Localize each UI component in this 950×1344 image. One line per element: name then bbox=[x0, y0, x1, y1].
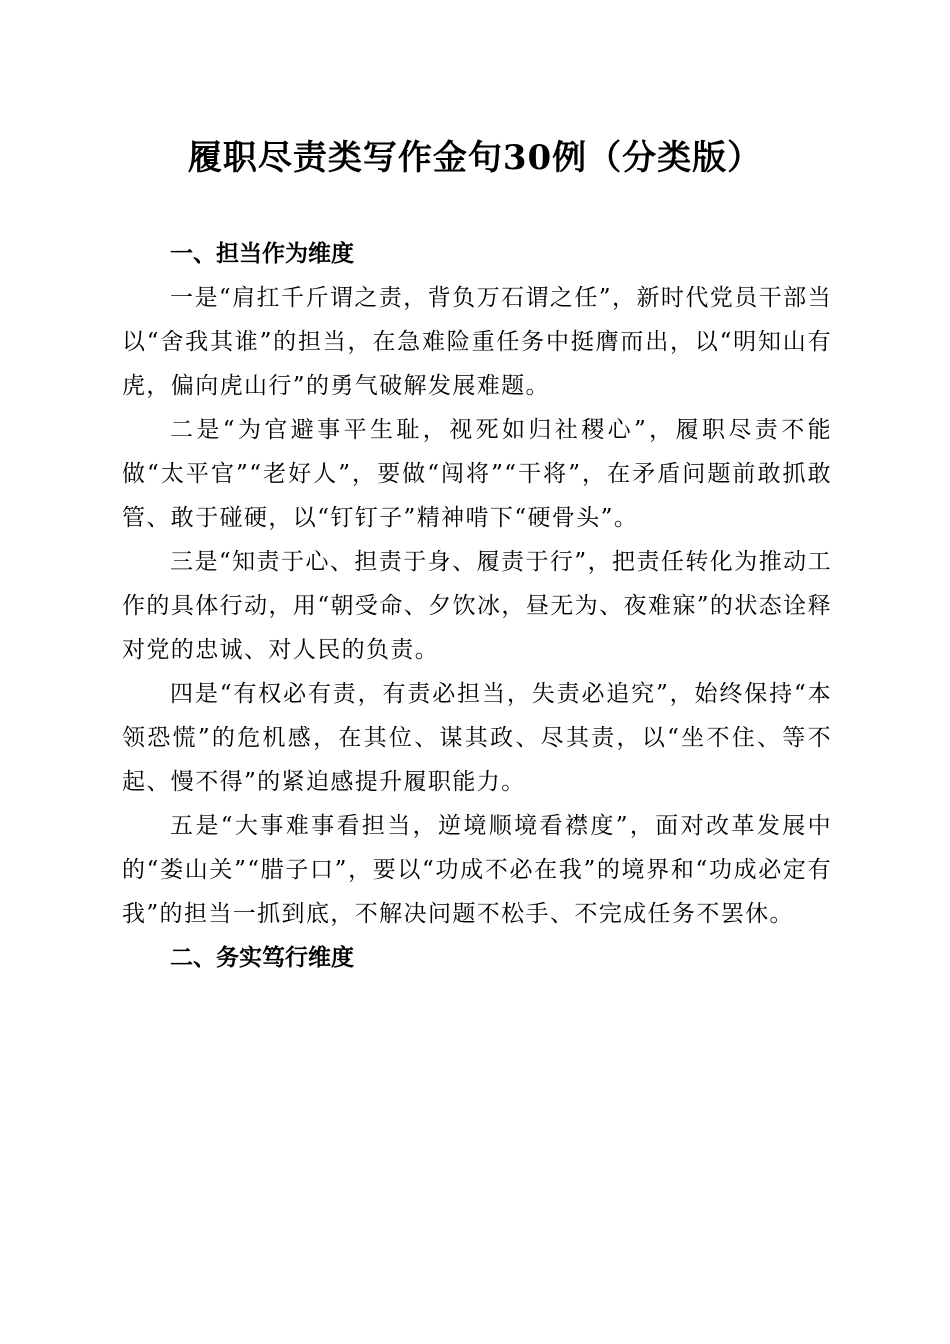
document-body bbox=[122, 232, 832, 980]
paragraph-3: 三是“知责于心、担责于身、履责于行”，把责任转化为推动工作的具体行动，用“朝受命、夕饮冰，昼无为、夜难寐”的状态诠释对党的忠诚、对人民的负责。 bbox=[122, 549, 832, 663]
section-heading-1: 一、担当作为维度 bbox=[170, 241, 354, 267]
paragraph-4: 四是“有权必有责，有责必担当，失责必追究”，始终保持“本领恐慌”的危机感，在其位、谋其政、尽其责，以“坐不住、等不起、慢不得”的紧迫感提升履职能力。 bbox=[122, 681, 832, 795]
page-title: 履职尽责类写作金句30例（分类版） bbox=[187, 138, 763, 178]
paragraph-5: 五是“大事难事看担当，逆境顺境看襟度”，面对改革发展中的“娄山关”“腊子口”，要以“功成不必在我”的境界和“功成必定有我”的担当一抓到底，不解决问题不松手、不完成任务不罢休。 bbox=[122, 813, 832, 927]
section-heading-2: 二、务实笃行维度 bbox=[170, 945, 354, 971]
paragraph-1: 一是“肩扛千斤谓之责，背负万石谓之任”，新时代党员干部当以“舍我其谁”的担当，在急难险重任务中挺膺而出，以“明知山有虎，偏向虎山行”的勇气破解发展难题。 bbox=[122, 285, 832, 399]
paragraph-2: 二是“为官避事平生耻，视死如归社稷心”，履职尽责不能做“太平官”“老好人”，要做“闯将”“干将”，在矛盾问题前敢抓敢管、敢于碰硬，以“钉钉子”精神啃下“硬骨头”。 bbox=[122, 417, 832, 531]
